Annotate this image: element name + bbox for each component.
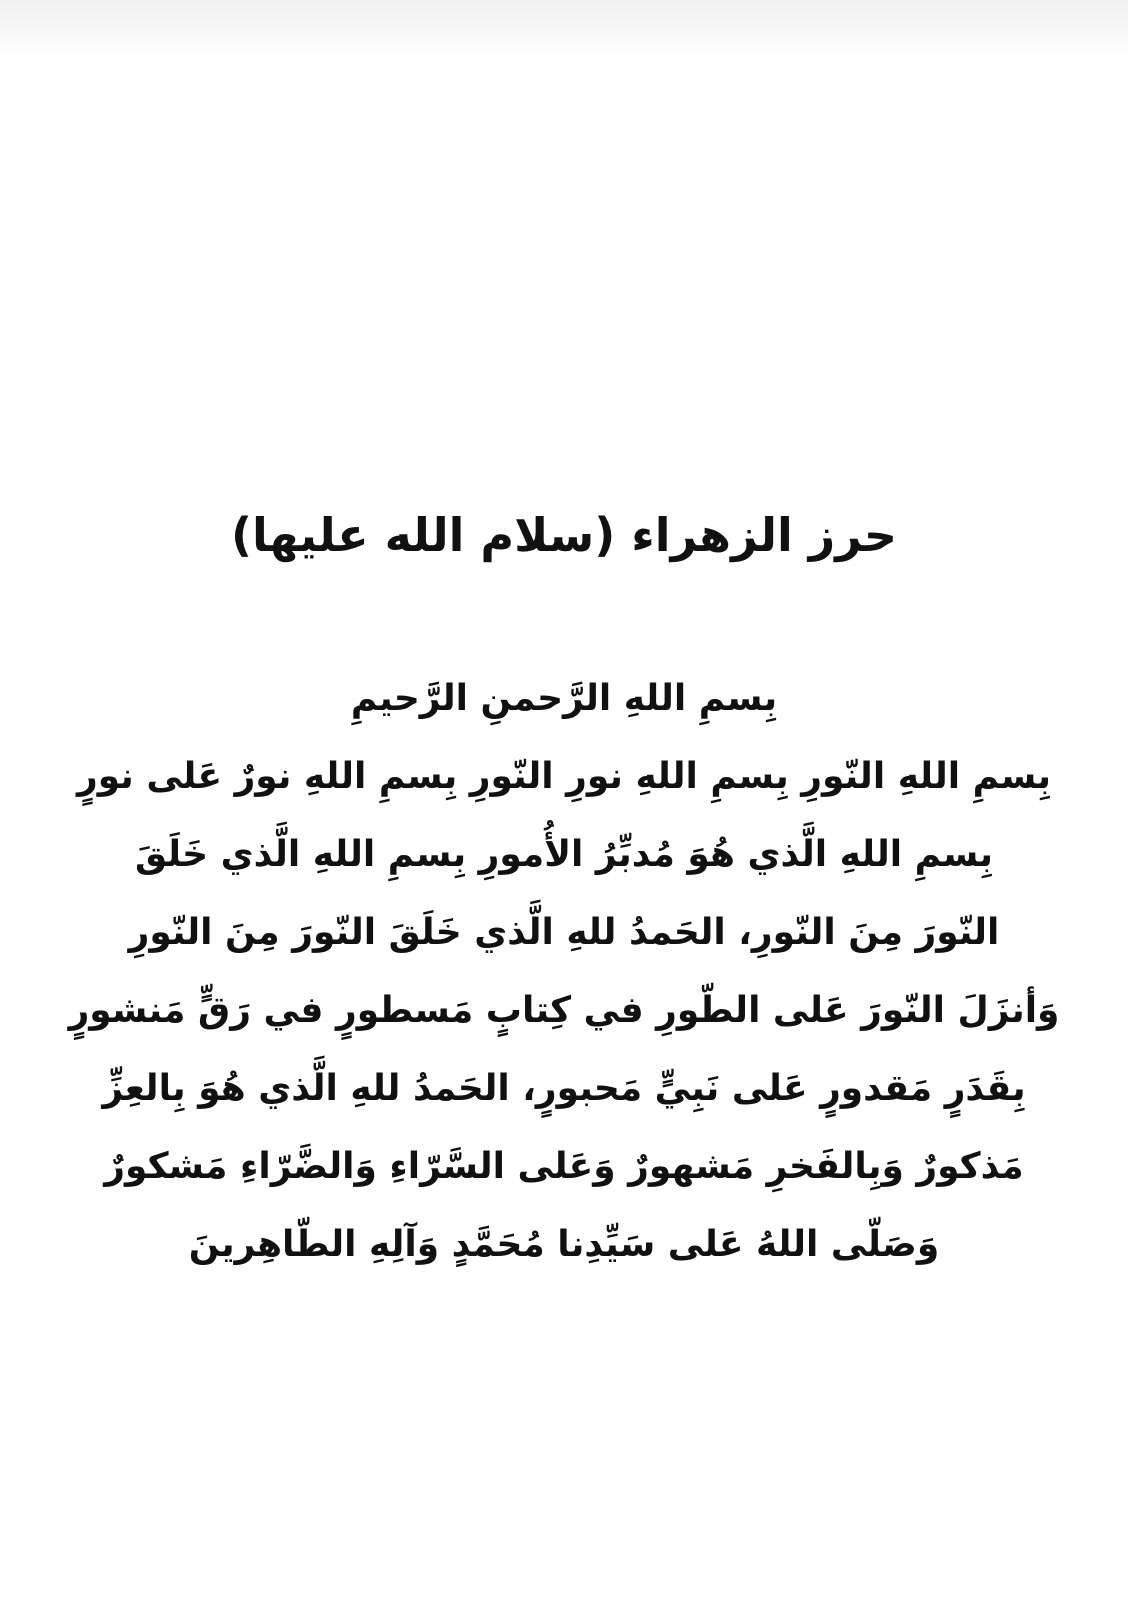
prayer-text [60, 660, 1068, 1284]
text-line: وَصَلّى اللهُ عَلى سَيِّدِنا مُحَمَّدٍ وَآلِهِ الطّاهِرينَ [188, 1224, 940, 1265]
document-title: حرز الزهراء (سلام الله عليها) [230, 508, 897, 562]
text-line: بِسمِ اللهِ الَّذي هُوَ مُدبِّرُ الأُمورِ بِسمِ اللهِ الَّذي خَلَقَ [135, 834, 993, 875]
text-line: وَأنزَلَ النّورَ عَلى الطّورِ في كِتابٍ مَسطورٍ في رَقٍّ مَنشورٍ [68, 990, 1060, 1031]
text-line: بِقَدَرٍ مَقدورٍ عَلى نَبِيٍّ مَحبورٍ، الحَمدُ للهِ الَّذي هُوَ بِالعِزِّ [102, 1068, 1026, 1109]
text-line: بِسمِ اللهِ النّورِ بِسمِ اللهِ نورِ النّورِ بِسمِ اللهِ نورٌ عَلى نورٍ [76, 756, 1051, 797]
text-line: مَذكورٌ وَبِالفَخرِ مَشهورٌ وَعَلى السَّرّاءِ وَالضَّرّاءِ مَشكورٌ [104, 1146, 1024, 1187]
text-line: النّورَ مِنَ النّورِ، الحَمدُ للهِ الَّذي خَلَقَ النّورَ مِنَ النّورِ [128, 912, 1000, 953]
text-line-basmala: بِسمِ اللهِ الرَّحمنِ الرَّحيمِ [350, 678, 778, 719]
